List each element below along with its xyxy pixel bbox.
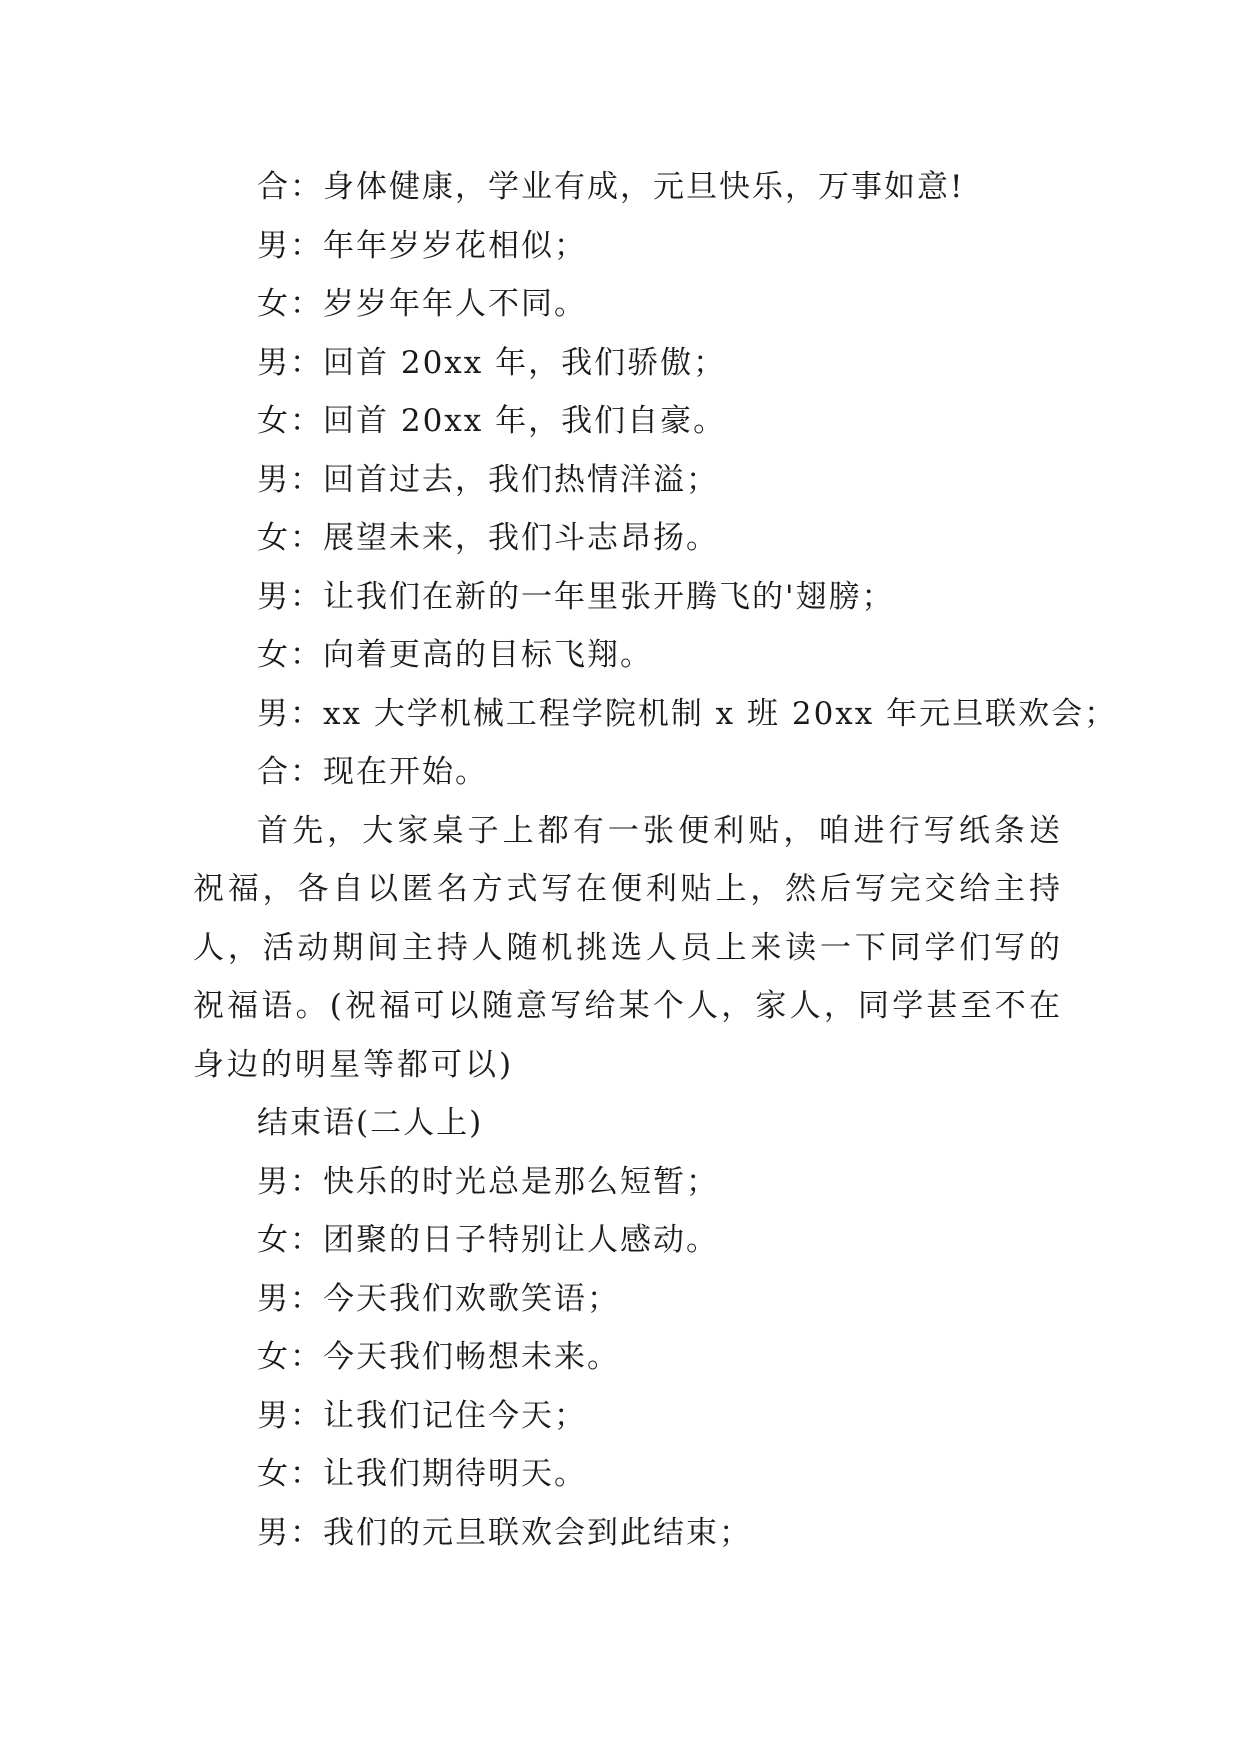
dialogue-line: 女：团聚的日子特别让人感动。 — [257, 1222, 719, 1258]
dialogue-line: 男：xx 大学机械工程学院机制 x 班 20xx 年元旦联欢会； — [257, 695, 1118, 732]
dialogue-line: 男：我们的元旦联欢会到此结束； — [257, 1514, 752, 1551]
dialogue-line: 女：让我们期待明天。 — [257, 1456, 587, 1492]
dialogue-line: 男：年年岁岁花相似； — [257, 227, 587, 264]
dialogue-line: 男：让我们记住今天； — [257, 1397, 587, 1434]
dialogue-line: 女：岁岁年年人不同。 — [257, 286, 587, 322]
dialogue-line: 合：现在开始。 — [257, 754, 488, 790]
closing-heading: 结束语(二人上) — [257, 1105, 484, 1141]
dialogue-line: 女：今天我们畅想未来。 — [257, 1339, 620, 1375]
dialogue-line: 合：身体健康，学业有成，元旦快乐，万事如意! — [257, 169, 965, 205]
dialogue-line: 男：让我们在新的一年里张开腾飞的'翅膀； — [257, 578, 895, 615]
dialogue-line: 男：今天我们欢歌笑语； — [257, 1280, 620, 1317]
dialogue-line: 男：回首过去，我们热情洋溢； — [257, 461, 719, 498]
dialogue-line: 女：回首 20xx 年，我们自豪。 — [257, 403, 727, 439]
dialogue-line: 男：回首 20xx 年，我们骄傲； — [257, 344, 727, 381]
activity-paragraph: 首先，大家桌子上都有一张便利贴，咱进行写纸条送祝福，各自以匿名方式写在便利贴上，然后写完交给主持人，活动期间主持人随机挑选人员上来读一下同学们写的祝福语。(祝福可以随意写给某个人，家人，同学甚至不在身边的明星等都可以) — [193, 812, 1063, 1083]
dialogue-line: 女：展望未来，我们斗志昂扬。 — [257, 520, 719, 556]
document-body — [193, 158, 1118, 1562]
dialogue-line: 男：快乐的时光总是那么短暂； — [257, 1163, 719, 1200]
dialogue-line: 女：向着更高的目标飞翔。 — [257, 637, 653, 673]
